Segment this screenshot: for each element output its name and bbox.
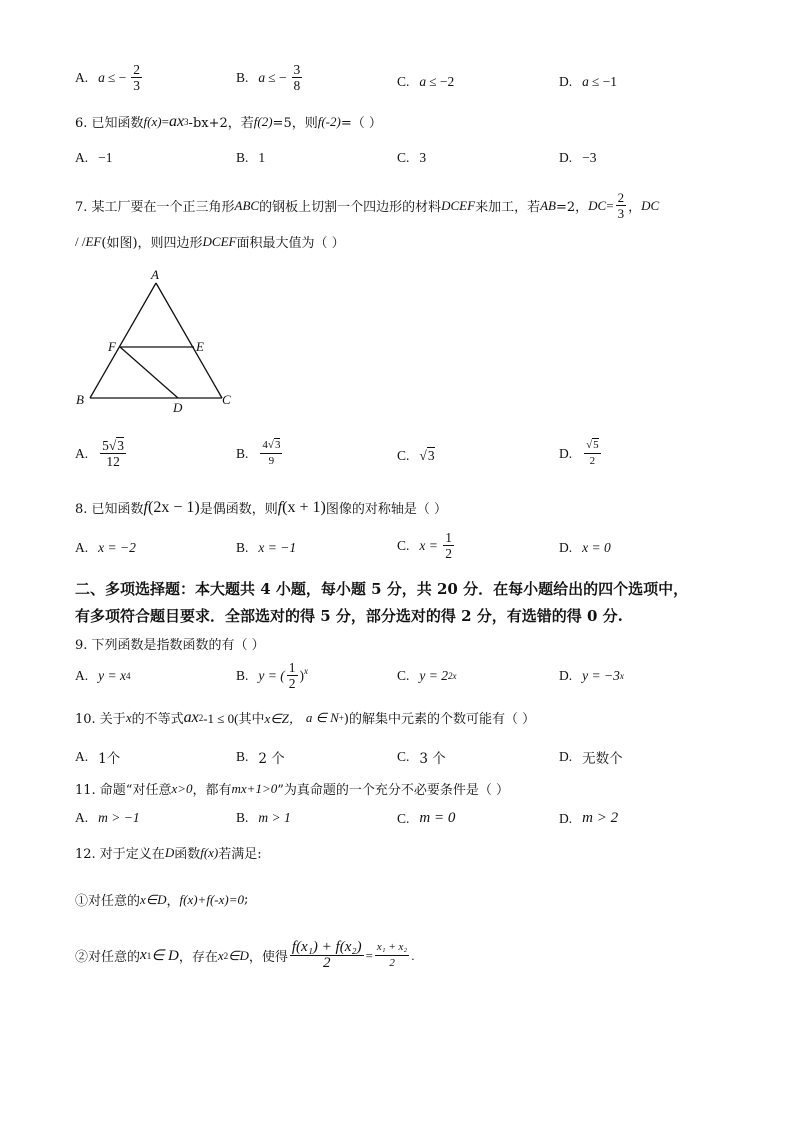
fraction: $\frac{1}{2}$ [445,530,452,561]
q10-option-a[interactable]: A. 1个 [75,749,121,767]
fraction: $\frac{\text{f(x₁) + f(x₂)}}{2}$ [291,939,362,971]
q7-option-b[interactable]: B. $\frac{4√3}{9}$ [236,439,281,467]
q10-option-d[interactable]: D. 无数个 [559,749,623,767]
q11-option-c[interactable]: C. m = 0 [397,810,456,826]
fraction: $\frac{4√3}{9}$ [262,439,281,467]
q11-option-b[interactable]: B. m > 1 [236,810,291,825]
q10-option-c[interactable]: C. 3 个 [397,749,446,767]
edge-ac [156,283,222,398]
q7-option-d[interactable]: D. $\frac{√5}{2}$ [559,439,599,467]
q11-option-a[interactable]: A. m > −1 [75,810,140,825]
fraction: $\frac{1}{2}$ [288,660,296,691]
q8-option-d[interactable]: D. x = 0 [559,540,611,555]
fraction: $\frac{5√3}{12}$ [102,438,125,469]
q7-option-a[interactable]: A. $\frac{5√3}{12}$ [75,438,125,469]
q6-option-b[interactable]: B. 1 [236,150,266,165]
q12-condition-1: ①对任意的 x∈D ， f(x)+f(-x)=0 ; [75,891,249,909]
q10-stem: 10. 关于 x 的不等式 ax 2 -1 ≤ 0(其中 x∈Z， a ∈ N + )的解集中元素的个数可能有（ ） [75,708,536,727]
q6-option-a[interactable]: A. −1 [75,150,113,165]
vertex-e: E [196,339,204,354]
q8-option-b[interactable]: B. x = −1 [236,540,297,555]
vertex-f: F [108,339,116,354]
q8-option-a[interactable]: A. x = −2 [75,540,136,555]
q9-options [0,660,794,700]
q9-option-d[interactable]: D. y = −3 x [559,668,624,683]
q6-option-c[interactable]: C. 3 [397,150,427,165]
fraction: $\frac{\text{x₁ + x₂}}{2}$ [376,941,408,969]
q10-option-b[interactable]: B. 2 个 [236,749,285,767]
section-2-heading-line1: 二、多项选择题：本大题共 4 小题，每小题 5 分，共 20 分．在每小题给出的四个选项中， [75,580,689,598]
vertex-d: D [173,400,183,415]
q5-option-b[interactable]: B. a ≤ − $\frac{3}{8}$ [236,62,301,93]
fraction: $\frac{2}{3}$ [617,190,625,221]
q6-option-d[interactable]: D. −3 [559,150,597,165]
q11-option-d[interactable]: D. m > 2 [559,810,619,826]
q6-stem: 6. 已知函数 f(x) = ax 3 -bx+2，若 f(2) =5，则 f(-2) =（ ） [75,112,382,131]
q11-stem: 11. 命题“对任意 x>0 ，都有 mx+1>0 ”为真命题的一个充分不必要条件是（ ） [75,780,509,798]
fraction: $\frac{3}{8}$ [293,62,301,93]
q8-option-c[interactable]: C. x = $\frac{1}{2}$ [397,530,452,561]
q5-option-a[interactable]: A. a ≤ − $\frac{2}{3}$ [75,62,141,93]
q6-options [0,150,794,190]
q9-stem: 9. 下列函数是指数函数的有（ ） [75,638,265,653]
edge-ab [90,283,156,398]
q12-condition-2: ②对任意的 x 1 ∈ D ，存在 x 2 ∈D ，使得 $\frac{\text{f(x₁) + f(x₂)}}{2}$ = $\frac{\text{x₁ + x₂}}{2}$ . [75,939,415,971]
q5-option-d[interactable]: D. a ≤ −1 [559,74,618,89]
fraction: $\frac{√5}{2}$ [586,439,599,467]
q8-stem: 8. 已知函数 f (2x − 1) 是偶函数，则 f (x + 1) 图像的对称轴是（ ） [75,498,447,517]
q5-options [0,62,794,102]
q9-option-a[interactable]: A. y = x 4 [75,668,131,683]
q7-stem-line1: 7. 某工厂要在一个正三角形 ABC 的钢板上切割一个四边形的材料 DCEF 来加工，若 AB =2， DC = $\frac{2}{3}$ ， DC [75,190,660,221]
q5-option-c[interactable]: C. a ≤ −2 [397,74,455,89]
section-2-heading-line2: 有多项符合题目要求．全部选对的得 5 分，部分选对的得 2 分，有选错的得 0 分. [75,607,623,625]
vertex-b: B [76,392,84,407]
q7-options [0,438,794,478]
triangle-figure [70,265,240,415]
edge-fd [120,347,178,398]
fraction: $\frac{2}{3}$ [133,62,141,93]
q9-option-b[interactable]: B. y = ( $\frac{1}{2}$ ) $^x$ [236,660,308,691]
q7-option-c[interactable]: C. √3 [397,448,435,463]
vertex-a: A [151,267,159,282]
vertex-c: C [222,392,231,407]
q7-stem-line2: / / EF (如图)，则四边形 DCEF 面积最大值为（ ） [75,233,345,251]
q8-options [0,530,794,570]
q12-stem: 12. 对于定义在 D 函数 f(x) 若满足: [75,844,262,862]
q9-option-c[interactable]: C. y = 2 2x [397,668,457,683]
